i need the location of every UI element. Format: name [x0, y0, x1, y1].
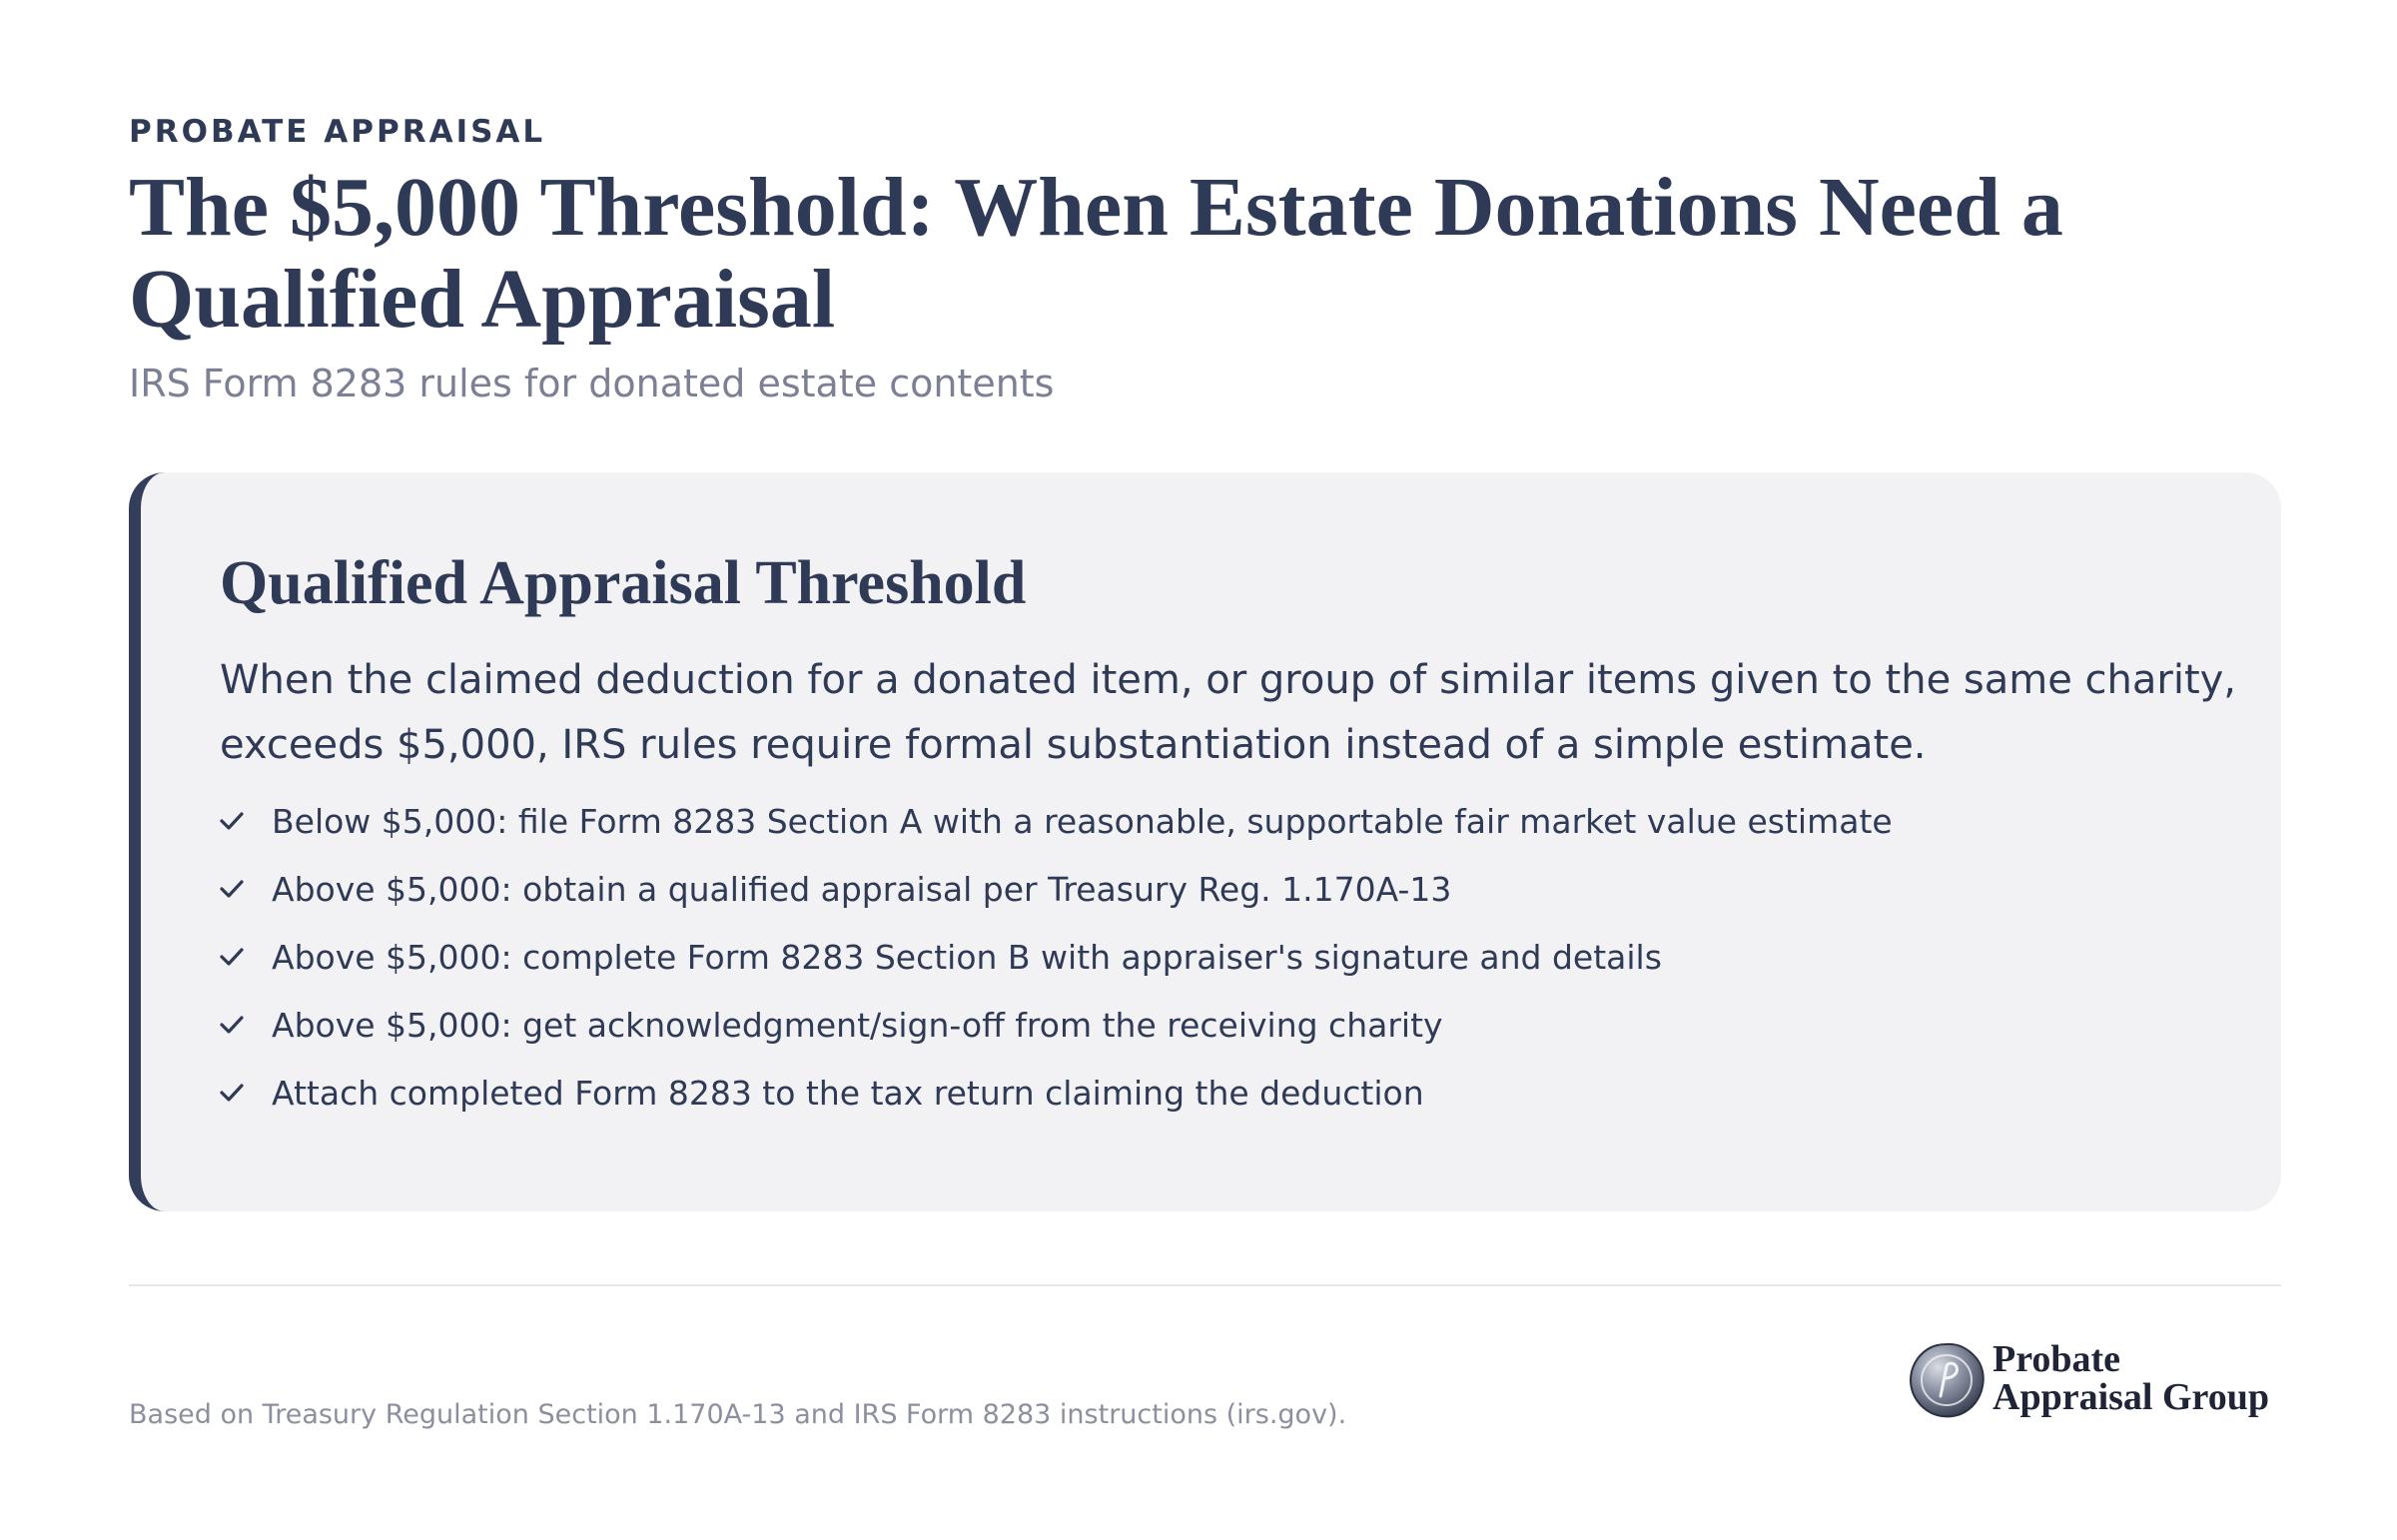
- page-subtitle: IRS Form 8283 rules for donated estate contents: [129, 362, 1055, 405]
- brand-lockup: [1907, 1334, 2281, 1424]
- checklist-item-label: Attach completed Form 8283 to the tax return claiming the deduction: [272, 1073, 1424, 1113]
- page: [129, 0, 2281, 1540]
- checklist-item: [220, 787, 1893, 855]
- eyebrow-label: PROBATE APPRAISAL: [129, 114, 546, 150]
- checkmark-icon: [220, 879, 272, 899]
- source-footnote: Based on Treasury Regulation Section 1.170A-13 and IRS Form 8283 instructions (irs.gov).: [129, 1399, 1347, 1430]
- card-title: Qualified Appraisal Threshold: [220, 549, 1027, 617]
- checkmark-icon: [220, 947, 272, 967]
- checkmark-icon: [220, 811, 272, 831]
- checklist-item: [220, 855, 1893, 923]
- checklist-item: [220, 991, 1893, 1059]
- checklist-item-label: Above $5,000: get acknowledgment/sign-off from the receiving charity: [272, 1005, 1443, 1045]
- card-description: When the claimed deduction for a donated item, or group of similar items given to the same charity, exceeds $5,000, IRS rules require formal substantiation instead of a simple estimate.: [220, 657, 2237, 768]
- checklist-item: [220, 923, 1893, 991]
- brand-name: Probate Appraisal Group: [1993, 1338, 2269, 1418]
- checklist-item-label: Above $5,000: obtain a qualified appraisal per Treasury Reg. 1.170A-13: [272, 869, 1452, 909]
- checklist-item: [220, 1059, 1893, 1127]
- checkmark-icon: [220, 1083, 272, 1103]
- checkmark-icon: [220, 1015, 272, 1035]
- requirements-checklist: [220, 787, 1893, 1127]
- wax-seal-logo-icon: [1907, 1340, 1987, 1420]
- checklist-item-label: Below $5,000: file Form 8283 Section A with a reasonable, supportable fair market value estimate: [272, 801, 1893, 841]
- checklist-item-label: Above $5,000: complete Form 8283 Section B with appraiser's signature and details: [272, 937, 1662, 977]
- page-title: The $5,000 Threshold: When Estate Donations Need a Qualified Appraisal: [129, 161, 2063, 346]
- threshold-card: [129, 472, 2281, 1211]
- footer-divider: [129, 1284, 2281, 1286]
